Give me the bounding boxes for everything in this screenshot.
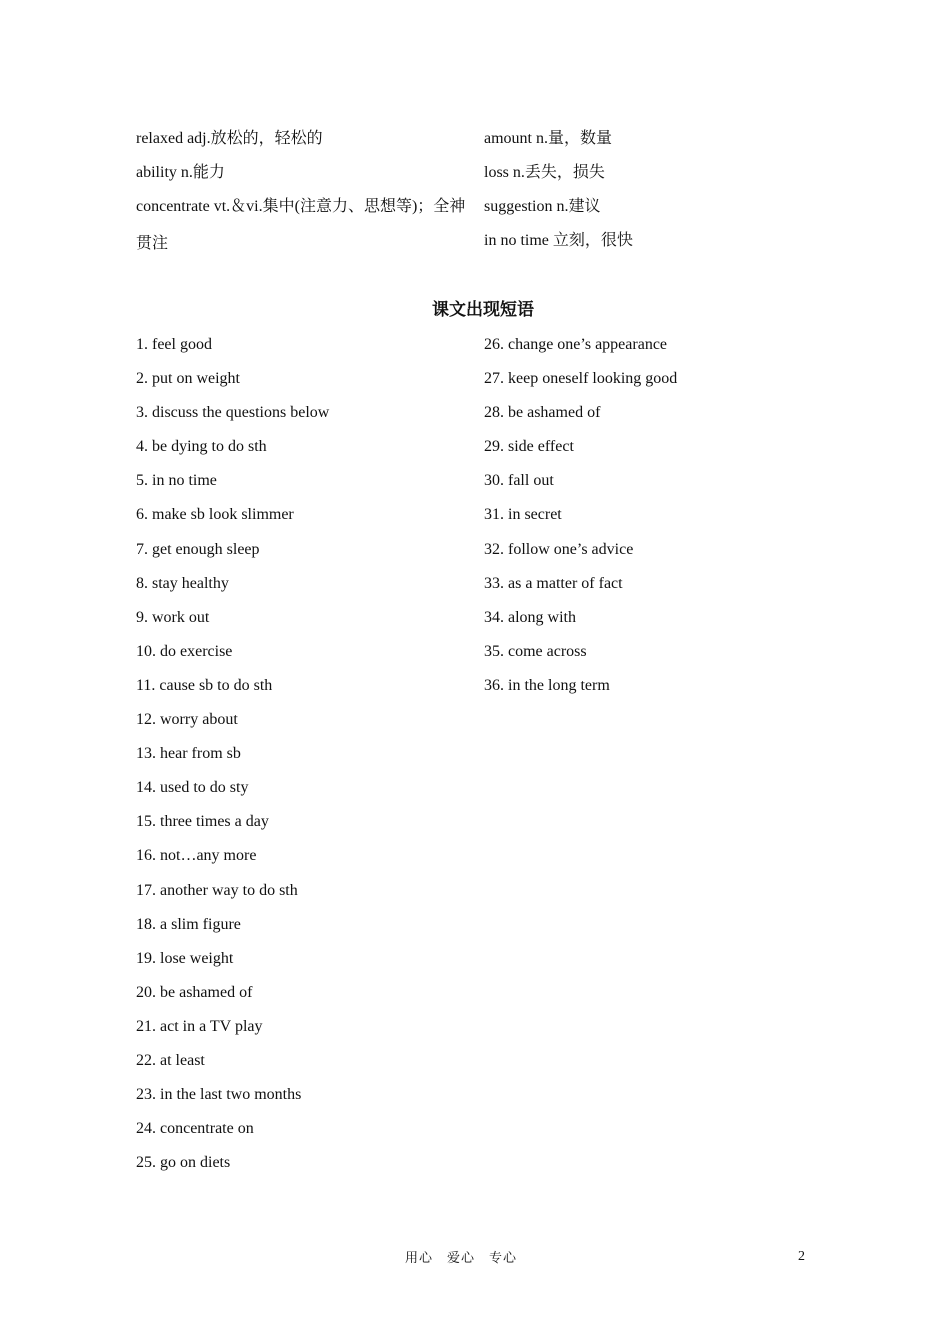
phrase-item: 26. change one’s appearance xyxy=(484,336,668,353)
phrase-item: 1. feel good xyxy=(136,336,212,353)
section-title: 课文出现短语 xyxy=(432,300,534,320)
phrase-item: 8. stay healthy xyxy=(136,574,229,592)
phrase-item: 16. not…any more xyxy=(136,847,257,865)
phrase-item: 35. come across xyxy=(484,642,587,660)
phrase-item: 19. lose weight xyxy=(136,949,234,967)
vocabulary-column-left xyxy=(136,122,484,264)
phrase-item: 21. act in a TV play xyxy=(136,1017,263,1035)
phrase-column-right xyxy=(484,328,832,703)
page-footer xyxy=(0,1246,950,1270)
phrase-item: 29. side effect xyxy=(484,438,574,456)
phrase-item: 18. a slim figure xyxy=(136,915,241,933)
phrase-item: 10. do exercise xyxy=(136,642,233,660)
vocab-item-continuation: 贯注 xyxy=(136,235,169,252)
phrase-item: 9. work out xyxy=(136,608,210,626)
footer-motto: 用心 爱心 专心 xyxy=(404,1250,517,1265)
phrase-item: 33. as a matter of fact xyxy=(484,574,623,592)
phrase-item: 3. discuss the questions below xyxy=(136,404,330,422)
phrase-item: 31. in secret xyxy=(484,506,562,524)
phrase-item: 17. another way to do sth xyxy=(136,881,298,899)
vocab-item: ability n.能力 xyxy=(136,164,225,181)
page-number: 2 xyxy=(798,1249,805,1264)
phrase-item: 7. get enough sleep xyxy=(136,540,260,558)
phrase-item: 34. along with xyxy=(484,608,576,626)
phrase-item: 4. be dying to do sth xyxy=(136,438,267,456)
phrase-item: 25. go on diets xyxy=(136,1154,231,1172)
phrase-item: 23. in the last two months xyxy=(136,1086,302,1104)
phrase-item: 11. cause sb to do sth xyxy=(136,676,273,694)
phrase-item: 27. keep oneself looking good xyxy=(484,370,678,388)
phrase-item: 12. worry about xyxy=(136,711,238,729)
vocab-item: amount n.量，数量 xyxy=(484,130,612,147)
vocab-item: concentrate vt.＆vi.集中(注意力、思想等)；全神 xyxy=(136,198,466,215)
vocab-item: in no time 立刻，很快 xyxy=(484,232,633,249)
phrase-item: 13. hear from sb xyxy=(136,745,241,763)
phrase-item: 24. concentrate on xyxy=(136,1120,254,1138)
phrase-item: 28. be ashamed of xyxy=(484,404,601,422)
phrase-item: 30. fall out xyxy=(484,472,554,490)
phrase-column-left xyxy=(136,328,484,1180)
phrase-item: 36. in the long term xyxy=(484,676,610,694)
vocab-item: relaxed adj.放松的，轻松的 xyxy=(136,130,323,147)
phrase-item: 5. in no time xyxy=(136,472,217,490)
vocabulary-column-right xyxy=(484,122,832,258)
phrase-item: 32. follow one’s advice xyxy=(484,540,634,558)
phrase-item: 14. used to do sty xyxy=(136,779,249,797)
vocab-item: loss n.丢失，损失 xyxy=(484,164,605,181)
phrase-item: 20. be ashamed of xyxy=(136,983,253,1001)
phrase-item: 15. three times a day xyxy=(136,813,269,831)
phrase-item: 2. put on weight xyxy=(136,370,240,388)
vocab-item: suggestion n.建议 xyxy=(484,198,601,215)
phrase-item: 6. make sb look slimmer xyxy=(136,506,294,524)
phrase-item: 22. at least xyxy=(136,1051,205,1069)
